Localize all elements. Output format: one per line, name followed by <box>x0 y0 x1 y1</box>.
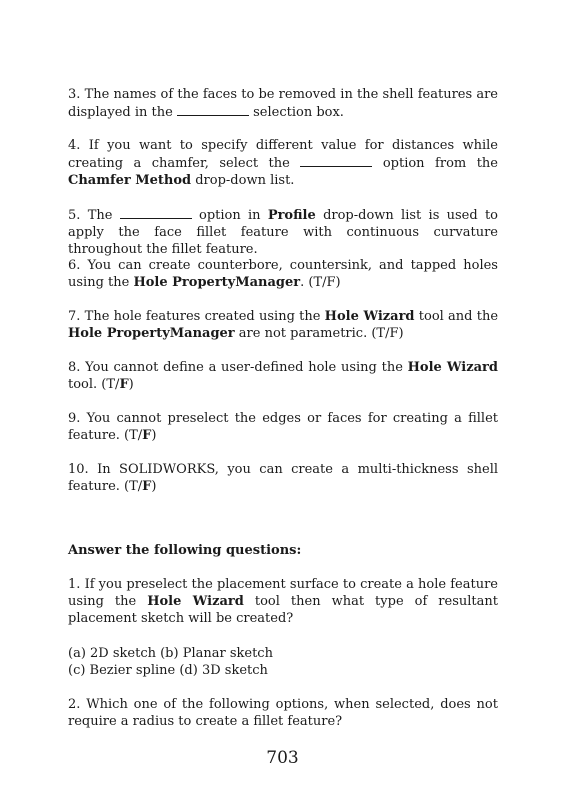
question-text: are not parametric. (T/F) <box>238 326 404 341</box>
question-3 <box>68 86 498 121</box>
question-text: If you preselect the placement surface to create a hole feature using the <box>68 577 498 609</box>
question-text: You can create counterbore, countersink, and tapped holes using the <box>68 258 498 290</box>
question-5 <box>68 206 498 258</box>
question-8 <box>68 359 498 393</box>
question-10 <box>68 461 498 495</box>
question-text: The <box>87 208 113 223</box>
ui-term: Hole Wizard <box>324 309 415 324</box>
question-7 <box>68 308 498 342</box>
question-text: ) <box>151 479 157 494</box>
section-title: Answer the following questions: <box>68 543 302 558</box>
ui-term: Hole Wizard <box>407 360 498 375</box>
question-number: 5. <box>68 208 81 223</box>
page-number: 703 <box>266 748 299 768</box>
question-text: tool then what type of resultant placement sketch will be created? <box>68 594 498 626</box>
question-6 <box>68 257 498 291</box>
ui-term: Hole PropertyManager <box>133 275 301 290</box>
question-text: Which one of the following options, when selected, does not require a radius to create a fillet feature? <box>68 697 498 729</box>
question-number: 1. <box>68 577 81 592</box>
question-text: option in <box>199 208 261 223</box>
question-9 <box>68 410 498 444</box>
question-text: tool. (T/ <box>68 377 120 392</box>
answer-mark: F <box>142 428 152 443</box>
answer-question-2 <box>68 696 498 730</box>
answer-options <box>68 645 498 679</box>
question-text: ) <box>128 377 134 392</box>
question-number: 3. <box>68 87 81 102</box>
question-number: 4. <box>68 138 81 153</box>
question-text: selection box. <box>253 105 344 120</box>
question-text: You cannot preselect the edges or faces for creating a fillet feature. (T/ <box>68 411 498 443</box>
question-4 <box>68 137 498 189</box>
answer-mark: F <box>119 377 129 392</box>
question-number: 9. <box>68 411 81 426</box>
question-number: 6. <box>68 258 81 273</box>
fill-in-blank <box>120 206 192 219</box>
question-text: You cannot define a user-defined hole using the <box>85 360 403 375</box>
question-text: If you want to specify different value for distances while creating a chamfer, select the <box>68 138 498 171</box>
ui-term: Hole Wizard <box>147 594 244 609</box>
fill-in-blank <box>300 154 372 167</box>
ui-term: Profile <box>267 208 316 223</box>
question-number: 8. <box>68 360 81 375</box>
question-text: The hole features created using the <box>84 309 321 324</box>
question-text: . (T/F) <box>300 275 341 290</box>
option-line: (a) 2D sketch (b) Planar sketch <box>68 646 273 661</box>
question-text: tool and the <box>418 309 499 324</box>
question-number: 2. <box>68 697 81 712</box>
question-text: In SOLIDWORKS, you can create a multi-thickness shell feature. (T/ <box>68 462 499 494</box>
question-text: The names of the faces to be removed in the shell features are displayed in the <box>68 87 498 120</box>
question-number: 10. <box>68 462 89 477</box>
question-text: drop-down list is used to apply the face fillet feature with continuous curvature throughout the fillet feature. <box>68 208 499 257</box>
ui-term: Chamfer Method <box>68 173 192 188</box>
question-number: 7. <box>68 309 81 324</box>
question-text: option from the <box>382 156 498 171</box>
answer-question-1 <box>68 576 498 627</box>
fill-in-blank <box>177 103 249 116</box>
question-text: drop-down list. <box>195 173 295 188</box>
ui-term: Hole PropertyManager <box>68 326 235 341</box>
option-line: (c) Bezier spline (d) 3D sketch <box>68 663 268 678</box>
question-text: ) <box>151 428 157 443</box>
answer-mark: F <box>142 479 152 494</box>
